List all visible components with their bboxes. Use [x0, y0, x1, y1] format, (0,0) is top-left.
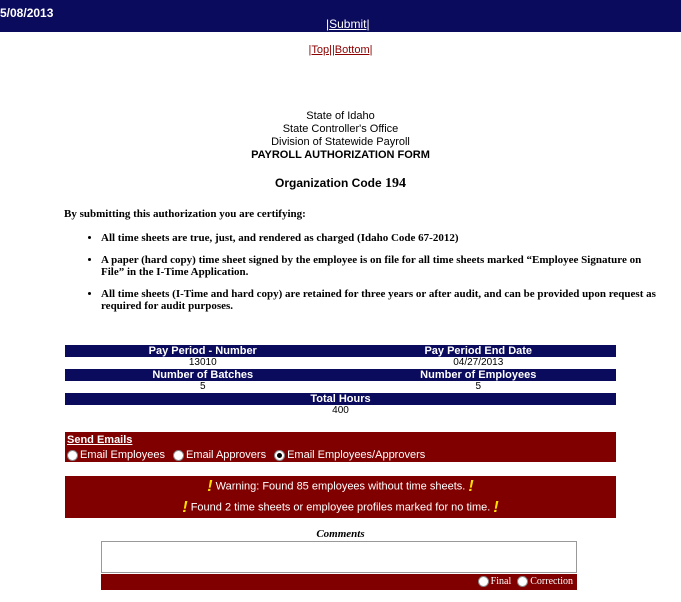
batches-header: Number of Batches [152, 369, 254, 381]
form-header [0, 110, 681, 162]
status-options [478, 576, 573, 587]
certify-statement: By submitting this authorization you are certifying: [64, 208, 306, 220]
comments-textarea[interactable] [101, 541, 577, 573]
correction-option[interactable] [517, 576, 573, 587]
email-employees-radio[interactable] [67, 450, 78, 461]
final-radio[interactable] [478, 576, 489, 587]
date-label: 5/08/2013 [0, 6, 54, 20]
top-link[interactable]: |Top| [308, 44, 332, 56]
end-date-header: Pay Period End Date [424, 345, 533, 357]
pay-period-table [65, 345, 616, 417]
page-nav-links [0, 44, 681, 56]
send-emails-title: Send Emails [67, 434, 133, 446]
form-title: PAYROLL AUTHORIZATION FORM [251, 149, 430, 161]
employees-header: Number of Employees [420, 369, 537, 381]
send-emails-panel [65, 432, 616, 462]
organization-code [0, 176, 681, 192]
table-header-row [65, 369, 616, 381]
final-label: Final [490, 576, 512, 587]
email-approvers-label: Email Approvers [185, 449, 267, 461]
header-state: State of Idaho [306, 110, 375, 122]
correction-label: Correction [530, 576, 573, 587]
correction-radio[interactable] [517, 576, 528, 587]
warning-text-1: Warning: Found 85 employees without time sheets. [215, 480, 466, 493]
warning-line [65, 497, 616, 518]
total-hours-value: 400 [332, 405, 349, 416]
email-employees-label: Email Employees [80, 449, 165, 461]
table-header-row [65, 345, 616, 357]
email-approvers-option[interactable] [173, 449, 266, 461]
certification-list [64, 222, 661, 312]
end-date-value: 04/27/2013 [453, 357, 504, 368]
warning-text-2: Found 2 time sheets or employee profiles marked for no time. [190, 501, 491, 514]
warning-icon: ! [207, 478, 213, 495]
pay-period-value: 13010 [188, 357, 217, 368]
email-employees-option[interactable] [67, 449, 165, 461]
email-approvers-radio[interactable] [173, 450, 184, 461]
certification-item: • All time sheets are true, just, and rendered as charged (Idaho Code 67-2012) [101, 232, 661, 244]
bottom-link[interactable]: |Bottom| [331, 44, 373, 56]
table-row [65, 357, 616, 369]
table-row [65, 381, 616, 393]
warning-icon: ! [493, 499, 499, 516]
total-hours-header: Total Hours [310, 393, 371, 405]
warning-icon: ! [182, 499, 188, 516]
email-employees-approvers-radio[interactable] [274, 450, 285, 461]
email-employees-approvers-label: Email Employees/Approvers [287, 449, 426, 461]
warning-panel [65, 476, 616, 518]
email-options [67, 449, 425, 461]
submit-link[interactable]: |Submit| [326, 17, 370, 31]
warning-line [65, 476, 616, 497]
batches-value: 5 [199, 381, 206, 392]
organization-code-value: 194 [385, 176, 406, 191]
top-bar [0, 0, 681, 32]
email-employees-approvers-option[interactable] [274, 449, 425, 461]
employees-value: 5 [475, 381, 482, 392]
certification-item: • A paper (hard copy) time sheet signed by the employee is on file for all time sheets marked “Employee Signature on File” in the I-Time Application. [101, 254, 661, 278]
header-division: Division of Statewide Payroll [271, 136, 410, 148]
comments-label: Comments [316, 528, 365, 540]
table-row [65, 405, 616, 417]
table-header-row [65, 393, 616, 405]
header-office: State Controller's Office [282, 123, 399, 135]
certification-item: • All time sheets (I-Time and hard copy) are retained for three years or after audit, and can be provided upon request as required for audit purposes. [101, 288, 661, 312]
pay-period-header: Pay Period - Number [148, 345, 257, 357]
organization-code-label: Organization Code [274, 176, 385, 190]
final-option[interactable] [478, 576, 512, 587]
warning-icon: ! [468, 478, 474, 495]
status-options-bar [101, 574, 577, 590]
